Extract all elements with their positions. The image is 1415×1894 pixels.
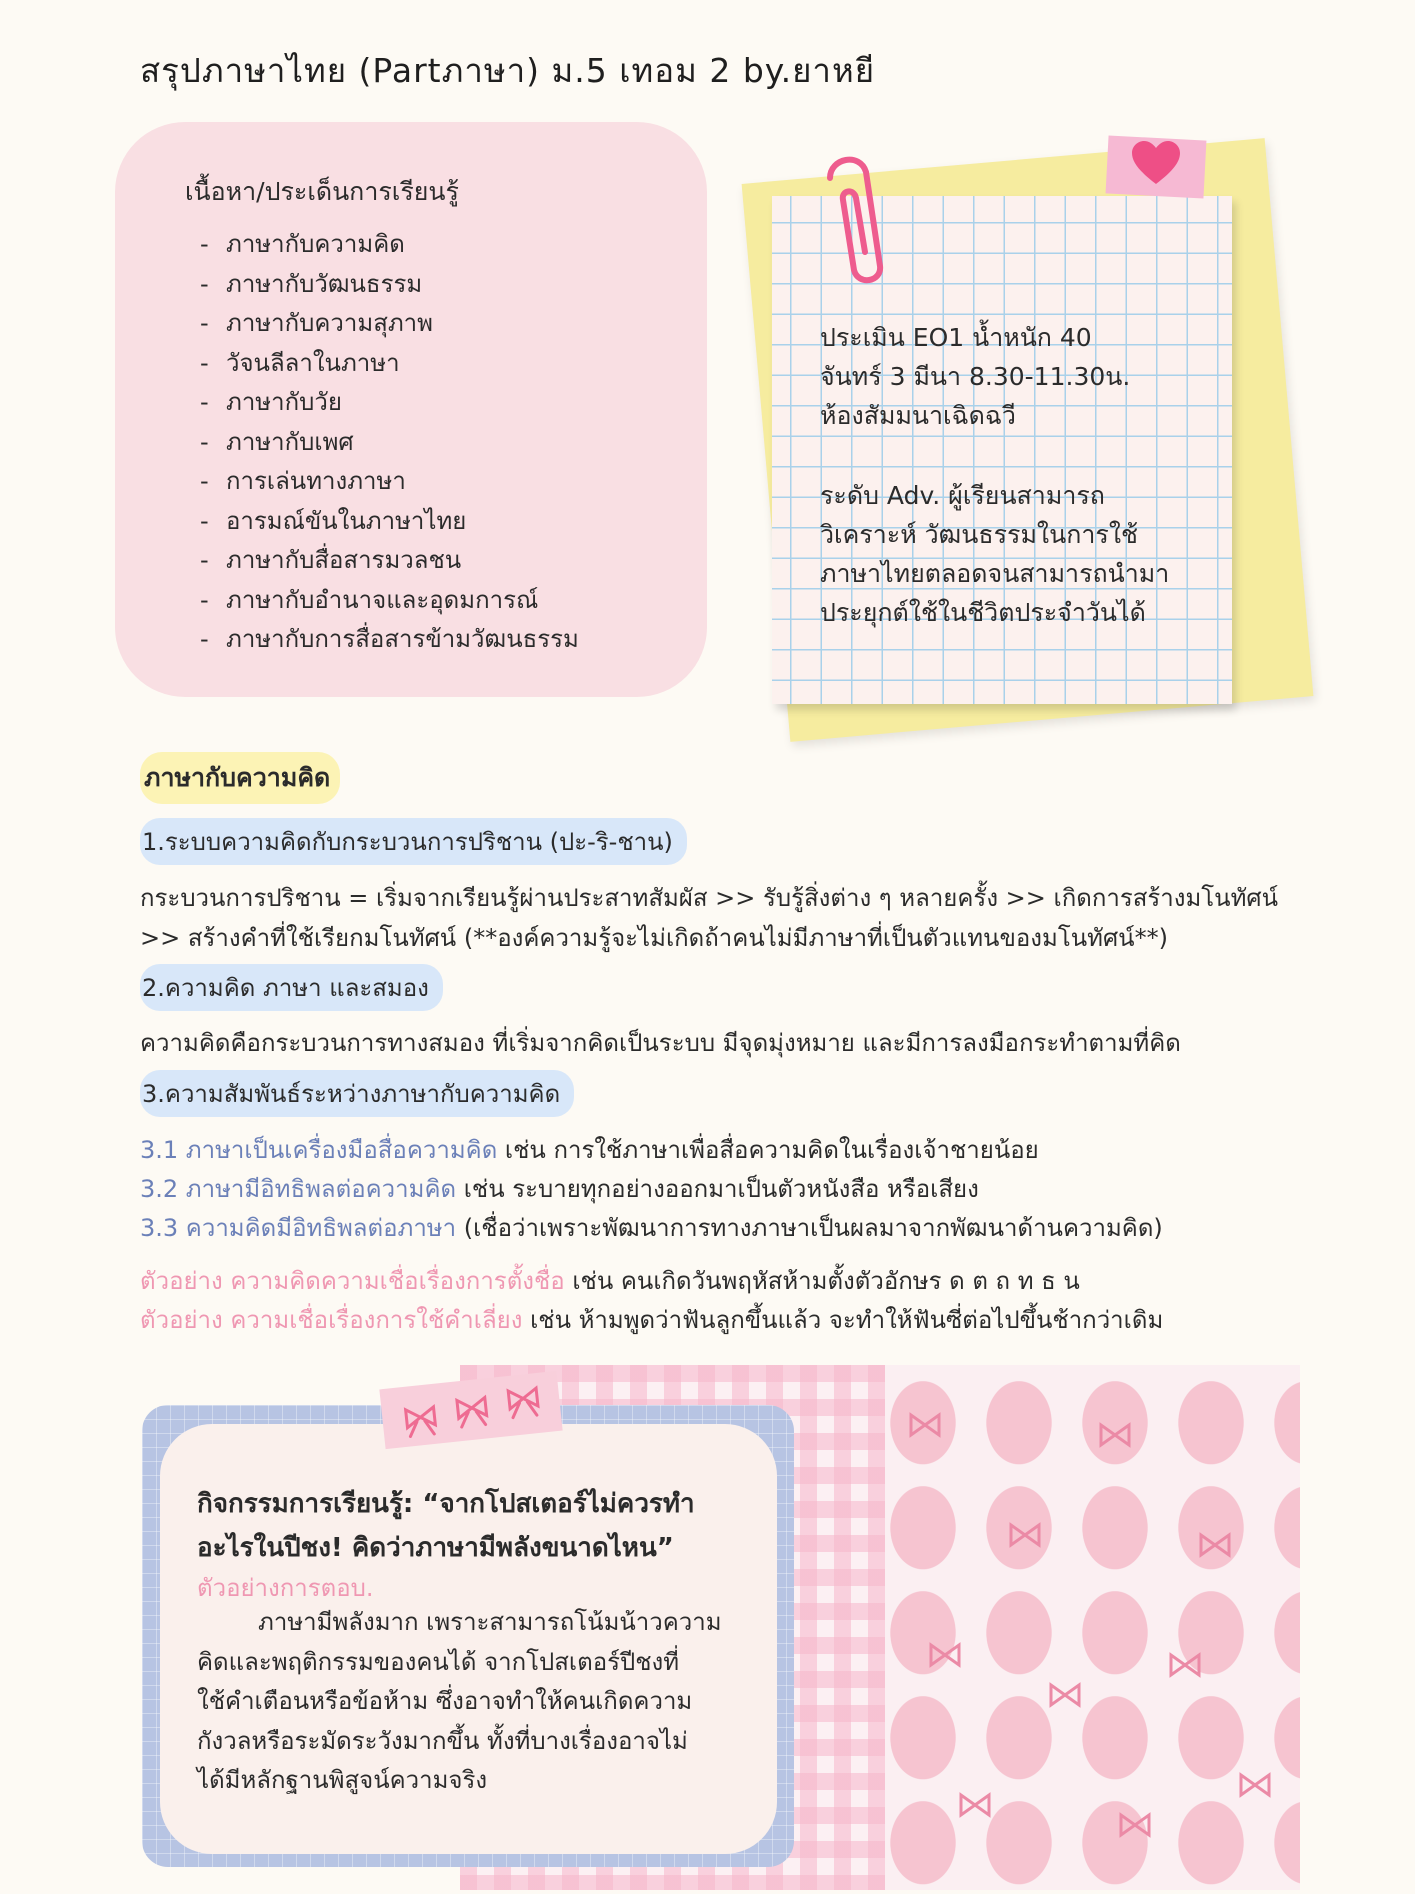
topics-heading: เนื้อหา/ประเด็นการเรียนรู้ — [185, 177, 459, 206]
page-title: สรุปภาษาไทย (Partภาษา) ม.5 เทอม 2 by.ยาหยี — [140, 51, 876, 90]
exam-weight: ประเมิน EO1 น้ำหนัก 40 — [820, 323, 1092, 352]
subheading-3: 3.ความสัมพันธ์ระหว่างภาษากับความคิด — [140, 1070, 574, 1117]
topic-item: - ภาษากับวัย — [200, 383, 579, 423]
topic-item: - วัจนลีลาในภาษา — [200, 344, 579, 384]
exam-info — [820, 318, 1220, 435]
answer-line: ได้มีหลักฐานพิสูจน์ความจริง — [197, 1766, 488, 1794]
example-desc: เช่น คนเกิดวันพฤหัสห้ามตั้งตัวอักษร ด ต ถ ท ธ น — [564, 1267, 1080, 1295]
example-label: ตัวอย่าง ความคิดความเชื่อเรื่องการตั้งชื่อ — [140, 1267, 565, 1295]
relation-item — [140, 1130, 1039, 1169]
relation-desc: เช่น การใช้ภาษาเพื่อสื่อความคิดในเรื่องเจ้าชายน้อย — [497, 1136, 1039, 1164]
activity-heading-line: กิจกรรมการเรียนรู้: “จากโปสเตอร์ไม่ควรทำ — [197, 1489, 695, 1519]
topic-item: - ภาษากับสื่อสารมวลชน — [200, 541, 579, 581]
relation-desc: (เชื่อว่าเพราะพัฒนาการทางภาษาเป็นผลมาจากพัฒนาด้านความคิด) — [456, 1214, 1163, 1242]
section-title: ภาษากับความคิด — [140, 752, 340, 804]
level-line: ระดับ Adv. ผู้เรียนสามารถ — [820, 481, 1105, 510]
heart-icon — [1129, 138, 1183, 188]
relation-item — [140, 1169, 979, 1208]
topic-item: - ภาษากับวัฒนธรรม — [200, 265, 579, 305]
topic-item: - ภาษากับเพศ — [200, 423, 579, 463]
topic-item: - การเล่นทางภาษา — [200, 462, 579, 502]
paperclip-icon — [810, 148, 890, 288]
level-line: ประยุกต์ใช้ในชีวิตประจำวันได้ — [820, 598, 1146, 627]
relation-term: 3.3 ความคิดมีอิทธิพลต่อภาษา — [140, 1214, 457, 1242]
body-text: ความคิดคือกระบวนการทางสมอง ที่เริ่มจากคิดเป็นระบบ มีจุดมุ่งหมาย และมีการลงมือกระทำตามที่คิด — [140, 1029, 1181, 1057]
activity-heading — [197, 1482, 695, 1570]
subheading-1: 1.ระบบความคิดกับกระบวนการปริชาน (ปะ-ริ-ชาน) — [140, 818, 687, 865]
answer-line: กังวลหรือระมัดระวังมากขึ้น ทั้งที่บางเรื่องอาจไม่ — [197, 1726, 688, 1755]
body-text: >> สร้างคำที่ใช้เรียกมโนทัศน์ (**องค์ความรู้จะไม่เกิดถ้าคนไม่มีภาษาที่เป็นตัวแทนของมโนทัศน์**) — [140, 924, 1168, 952]
relation-term: 3.2 ภาษามีอิทธิพลต่อความคิด — [140, 1175, 457, 1203]
activity-heading-line: อะไรในปีชง! คิดว่าภาษามีพลังขนาดไหน” — [197, 1533, 674, 1563]
topics-list — [200, 225, 579, 660]
topic-item: - อารมณ์ขันในภาษาไทย — [200, 502, 579, 542]
body-text: กระบวนการปริชาน = เริ่มจากเรียนรู้ผ่านประสาทสัมผัส >> รับรู้สิ่งต่าง ๆ หลายครั้ง >> เกิดการสร้างมโนทัศน์ — [140, 884, 1279, 912]
topics-card — [115, 122, 707, 697]
bow-pattern-icon — [885, 1365, 1300, 1890]
answer-line: ภาษามีพลังมาก เพราะสามารถโน้มน้าวความ — [197, 1608, 722, 1636]
example-item — [140, 1261, 1080, 1300]
level-info — [820, 476, 1220, 632]
answer-line: ใช้คำเตือนหรือข้อห้าม ซึ่งอาจทำให้คนเกิดความ — [197, 1687, 693, 1715]
example-label: ตัวอย่าง ความเชื่อเรื่องการใช้คำเลี่ยง — [140, 1306, 523, 1334]
activity-answer — [197, 1603, 722, 1801]
relation-item — [140, 1208, 1163, 1247]
example-item — [140, 1300, 1163, 1339]
level-line: ภาษาไทยตลอดจนสามารถนำมา — [820, 559, 1170, 588]
activity-example-label: ตัวอย่างการตอบ. — [197, 1574, 374, 1602]
example-desc: เช่น ห้ามพูดว่าฟันลูกขึ้นแล้ว จะทำให้ฟันซี่ต่อไปขึ้นช้ากว่าเดิม — [522, 1306, 1164, 1334]
subheading-2: 2.ความคิด ภาษา และสมอง — [140, 964, 443, 1011]
exam-datetime: จันทร์ 3 มีนา 8.30-11.30น. — [820, 362, 1131, 391]
topic-item: - ภาษากับความคิด — [200, 225, 579, 265]
answer-line: คิดและพฤติกรรมของคนได้ จากโปสเตอร์ปีชงที่ — [197, 1647, 680, 1676]
egg-pattern-background — [885, 1365, 1300, 1890]
topic-item: - ภาษากับความสุภาพ — [200, 304, 579, 344]
relation-term: 3.1 ภาษาเป็นเครื่องมือสื่อความคิด — [140, 1136, 498, 1164]
relation-desc: เช่น ระบายทุกอย่างออกมาเป็นตัวหนังสือ หรือเสียง — [456, 1175, 979, 1203]
topic-item: - ภาษากับอำนาจและอุดมการณ์ — [200, 581, 579, 621]
level-line: วิเคราะห์ วัฒนธรรมในการใช้ — [820, 520, 1139, 549]
topic-item: - ภาษากับการสื่อสารข้ามวัฒนธรรม — [200, 620, 579, 660]
exam-room: ห้องสัมมนาเฉิดฉวี — [820, 401, 1016, 430]
